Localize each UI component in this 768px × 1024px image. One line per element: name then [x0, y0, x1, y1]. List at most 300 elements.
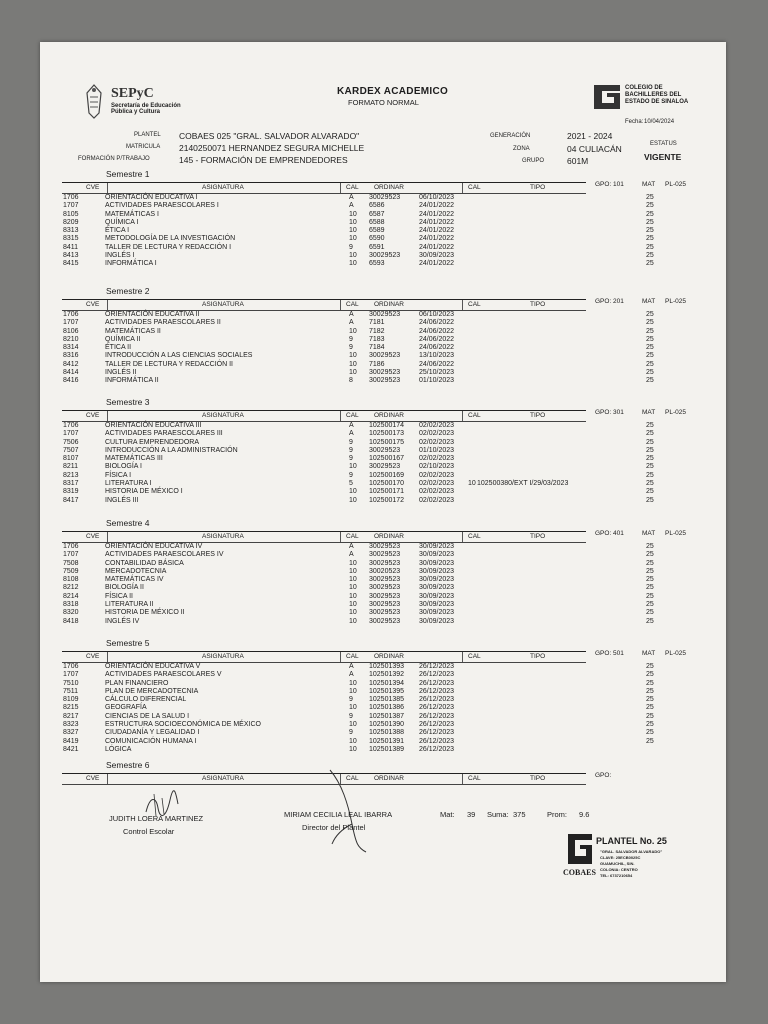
course-mat-value: 25: [646, 617, 654, 625]
course-mat-value: 25: [646, 344, 654, 352]
course-code: 8211: [63, 463, 79, 471]
stamp-line-3: GUAMUCHIL, SIN.: [600, 861, 635, 866]
course-code: 7508: [63, 559, 79, 567]
course-mat-value: 25: [646, 463, 654, 471]
suma-label: Suma:: [487, 810, 509, 819]
course-grade: 10: [349, 327, 357, 335]
course-code: 7506: [63, 438, 79, 446]
course-date: 02/02/2023: [419, 422, 455, 429]
course-mat-value: 25: [646, 663, 654, 670]
course-name: CONTABILIDAD BÁSICA: [105, 559, 184, 567]
table-divider: [462, 300, 463, 310]
fecha-value: 10/04/2024: [644, 119, 675, 125]
table-row: [40, 219, 700, 227]
course-grade: A: [349, 202, 354, 210]
course-name: ORIENTACIÓN EDUCATIVA II: [105, 311, 200, 318]
course-grade: A: [349, 319, 354, 327]
course-grade: 5: [349, 480, 353, 488]
course-ordinary-folio: 102500173: [369, 430, 405, 438]
course-code: 8313: [63, 227, 79, 235]
table-divider: [107, 183, 108, 193]
course-grade: 10: [349, 601, 357, 609]
semester-plan: PL-025: [665, 530, 686, 537]
table-row: [40, 543, 700, 551]
course-code: 8415: [63, 260, 79, 268]
course-ordinary-folio: 6587: [369, 210, 385, 218]
semester-title: Semestre 5: [106, 638, 150, 648]
course-mat-value: 25: [646, 609, 654, 617]
table-divider: [462, 183, 463, 193]
course-name: ACTIVIDADES PARAESCOLARES II: [105, 319, 221, 327]
course-grade: 10: [349, 687, 357, 695]
course-code: 1706: [63, 311, 79, 318]
header-asignatura: ASIGNATURA: [202, 653, 244, 660]
header-cal2: CAL: [468, 533, 481, 540]
course-name: INGLÉS III: [105, 496, 139, 504]
course-date: 24/01/2022: [419, 243, 455, 251]
course-name: ÉTICA I: [105, 227, 130, 235]
table-divider: [340, 532, 341, 542]
header-tipo: TIPO: [530, 775, 546, 782]
course-grade: 10: [349, 679, 357, 687]
course-code: 8210: [63, 335, 79, 343]
stamp-line-1: "GRAL. SALVADOR ALVARADO": [600, 849, 663, 854]
semester-plan: PL-025: [665, 181, 686, 188]
course-name: ESTRUCTURA SOCIOECONÓMICA DE MÉXICO: [105, 721, 261, 729]
cobaes-logo-line3: ESTADO DE SINALOA: [625, 99, 689, 105]
semester-mat-header: MAT: [642, 650, 656, 657]
course-name: PLAN DE MERCADOTECNIA: [105, 687, 199, 695]
header-tipo: TIPO: [530, 653, 546, 660]
course-name: LITERATURA II: [105, 601, 154, 609]
course-code: 8414: [63, 369, 79, 377]
semester-group: GPO: 401: [595, 530, 624, 537]
course-code: 1706: [63, 194, 79, 201]
matricula-label: MATRICULA: [126, 144, 161, 150]
course-mat-value: 25: [646, 243, 654, 251]
course-ordinary-folio: 30029523: [369, 377, 401, 385]
course-date: 24/01/2022: [419, 227, 455, 235]
semester-group: GPO: 501: [595, 650, 624, 657]
table-divider: [107, 300, 108, 310]
table-row: [40, 680, 700, 688]
course-mat-value: 25: [646, 327, 654, 335]
course-date: 02/02/2023: [419, 496, 455, 504]
course-grade: 10: [349, 488, 357, 496]
course-date: 24/01/2022: [419, 235, 455, 243]
course-mat-value: 25: [646, 721, 654, 729]
course-ordinary-folio: 30020523: [369, 567, 401, 575]
header-cal: CAL: [346, 775, 359, 782]
semester-plan: PL-025: [665, 409, 686, 416]
course-grade: A: [349, 311, 354, 318]
course-grade: 10: [349, 567, 357, 575]
course-mat-value: 25: [646, 671, 654, 679]
zona-value: 04 CULIACÁN: [567, 144, 622, 154]
semester-rows: [40, 194, 700, 269]
course-date: 24/01/2022: [419, 202, 455, 210]
course-code: 8417: [63, 496, 79, 504]
table-row: [40, 430, 700, 438]
course-code: 8315: [63, 235, 79, 243]
cobaes-logo-line2: BACHILLERES DEL: [625, 92, 682, 98]
course-date: 02/02/2023: [419, 471, 455, 479]
course-date: 06/10/2023: [419, 194, 455, 201]
semester-table-header: [62, 182, 586, 194]
course-date: 02/02/2023: [419, 438, 455, 446]
course-grade: 10: [349, 617, 357, 625]
course-date: 24/01/2022: [419, 218, 455, 226]
semester-mat-header: MAT: [642, 298, 656, 305]
course-grade: 10: [349, 745, 357, 753]
course-grade: 10: [349, 210, 357, 218]
signature-control-escolar-name: JUDITH LOERA MARTINEZ: [109, 814, 204, 823]
prom-label: Prom:: [547, 810, 568, 819]
course-date: 26/12/2023: [419, 729, 455, 737]
course-name: HISTORIA DE MÉXICO II: [105, 609, 185, 617]
course-grade: A: [349, 422, 354, 429]
header-cve: CVE: [86, 533, 100, 540]
course-grade: 9: [349, 243, 353, 251]
header-ordinar: ORDINAR: [374, 184, 404, 191]
course-name: TALLER DE LECTURA Y REDACCIÓN II: [105, 360, 233, 368]
course-code: 8320: [63, 609, 79, 617]
course-name: METODOLOGÍA DE LA INVESTIGACIÓN: [105, 235, 236, 243]
course-grade: 9: [349, 471, 353, 479]
course-mat-value: 25: [646, 496, 654, 504]
course-grade: A: [349, 671, 354, 679]
course-mat-value: 25: [646, 704, 654, 712]
course-date: 30/09/2023: [419, 543, 455, 550]
semester-title: Semestre 3: [106, 397, 150, 407]
course-name: INTRODUCCIÓN A LA ADMINISTRACIÓN: [105, 446, 238, 454]
course-mat-value: 25: [646, 210, 654, 218]
course-name: INFORMÁTICA I: [105, 260, 157, 268]
table-row: [40, 497, 700, 505]
course-date: 30/09/2023: [419, 252, 455, 260]
course-grade: 9: [349, 455, 353, 463]
course-mat-value: 25: [646, 202, 654, 210]
course-mat-value: 25: [646, 319, 654, 327]
semester-title: Semestre 6: [106, 760, 150, 770]
course-ordinary-folio: 102501387: [369, 712, 405, 720]
table-row: [40, 328, 700, 336]
course-ordinary-folio: 6590: [369, 235, 385, 243]
course-date: 24/01/2022: [419, 260, 455, 268]
course-code: 1707: [63, 202, 79, 210]
plantel-value: COBAES 025 "GRAL. SALVADOR ALVARADO": [179, 131, 360, 141]
course-code: 1707: [63, 319, 79, 327]
course-date: 02/02/2023: [419, 488, 455, 496]
course-name: MATEMÁTICAS I: [105, 210, 159, 218]
course-date: 30/09/2023: [419, 584, 455, 592]
table-row: [40, 618, 700, 626]
signature-miriam-icon: [322, 764, 372, 854]
suma-value: 375: [513, 810, 526, 819]
header-cal: CAL: [346, 184, 359, 191]
course-date: 01/10/2023: [419, 377, 455, 385]
course-ordinary-folio: 102500170: [369, 480, 405, 488]
signature-director-role: Director del Plantel: [302, 823, 366, 832]
header-cve: CVE: [86, 412, 100, 419]
course-grade: 10: [349, 737, 357, 745]
semester-mat-header: MAT: [642, 181, 656, 188]
semester-rows: [40, 422, 700, 505]
stamp-line-5: TEL: 6737210654: [600, 873, 633, 878]
table-row: [40, 584, 700, 592]
course-grade: 10: [349, 559, 357, 567]
course-name: CÁLCULO DIFERENCIAL: [105, 696, 187, 704]
course-grade: 10: [349, 369, 357, 377]
course-mat-value: 25: [646, 471, 654, 479]
course-date: 24/06/2022: [419, 344, 455, 352]
semester-title: Semestre 1: [106, 169, 150, 179]
course-code: 8106: [63, 327, 79, 335]
course-mat-value: 25: [646, 352, 654, 360]
course-mat-value: 25: [646, 712, 654, 720]
course-date: 30/09/2023: [419, 609, 455, 617]
header-tipo: TIPO: [530, 184, 546, 191]
course-mat-value: 25: [646, 567, 654, 575]
signature-control-escolar-role: Control Escolar: [123, 827, 175, 836]
course-code: 8316: [63, 352, 79, 360]
course-mat-value: 25: [646, 377, 654, 385]
course-mat-value: 25: [646, 543, 654, 550]
course-date: 24/01/2022: [419, 210, 455, 218]
document-title: KARDEX ACADEMICO: [337, 86, 449, 97]
course-date: 26/12/2023: [419, 721, 455, 729]
course-code: 7507: [63, 446, 79, 454]
course-grade: 10: [349, 592, 357, 600]
course-mat-value: 25: [646, 576, 654, 584]
course-mat-value: 25: [646, 252, 654, 260]
course-ordinary-folio: 102501388: [369, 729, 405, 737]
course-name: ORIENTACIÓN EDUCATIVA III: [105, 422, 202, 429]
semester-rows: [40, 543, 700, 626]
mat-label: Mat:: [440, 810, 455, 819]
cobaes-logo-line1: COLEGIO DE: [625, 85, 663, 91]
course-name: ACTIVIDADES PARAESCOLARES I: [105, 202, 219, 210]
course-code: 8209: [63, 218, 79, 226]
course-name: PLAN FINANCIERO: [105, 679, 169, 687]
course-name: GEOGRAFÍA: [105, 704, 147, 712]
zona-label: ZONA: [513, 146, 530, 152]
course-grade: 10: [349, 704, 357, 712]
table-divider: [462, 411, 463, 421]
table-row: [40, 319, 700, 327]
table-row: [40, 422, 700, 430]
signature-director-name: MIRIAM CECILIA LEAL IBARRA: [284, 810, 393, 819]
generacion-value: 2021 - 2024: [567, 131, 613, 141]
table-row: [40, 713, 700, 721]
course-code: 8413: [63, 252, 79, 260]
course-date: 30/09/2023: [419, 592, 455, 600]
header-cve: CVE: [86, 301, 100, 308]
course-grade: 10: [349, 218, 357, 226]
table-row: [40, 211, 700, 219]
course-ordinary-folio: 30029523: [369, 543, 401, 550]
course-ordinary-folio: 6588: [369, 218, 385, 226]
stamp-cobaes-text: COBAES: [563, 868, 596, 877]
course-ordinary-folio: 6591: [369, 243, 385, 251]
course-mat-value: 25: [646, 696, 654, 704]
course-ordinary-folio: 30029523: [369, 551, 401, 559]
course-code: 8107: [63, 455, 79, 463]
course-code: 8314: [63, 344, 79, 352]
course-mat-value: 25: [646, 584, 654, 592]
kardex-document: [40, 42, 726, 982]
course-name: ACTIVIDADES PARAESCOLARES V: [105, 671, 222, 679]
course-grade: 10: [349, 252, 357, 260]
table-row: [40, 488, 700, 496]
course-name: FÍSICA I: [105, 471, 132, 479]
course-mat-value: 25: [646, 369, 654, 377]
grupo-value: 601M: [567, 156, 589, 166]
course-date: 30/09/2023: [419, 567, 455, 575]
course-code: 1706: [63, 543, 79, 550]
course-ordinary-folio: 102500167: [369, 455, 405, 463]
course-ordinary-folio: 102500172: [369, 496, 405, 504]
course-name: BIOLOGÍA II: [105, 584, 144, 592]
semester-rows: [40, 311, 700, 386]
semester-group: GPO:: [595, 772, 612, 779]
header-cal2: CAL: [468, 775, 481, 782]
course-mat-value: 25: [646, 218, 654, 226]
table-divider: [107, 652, 108, 662]
course-date: 30/09/2023: [419, 551, 455, 559]
course-name: ORIENTACIÓN EDUCATIVA V: [105, 663, 201, 670]
course-ordinary-folio: 102501390: [369, 721, 405, 729]
course-mat-value: 25: [646, 601, 654, 609]
table-row: [40, 235, 700, 243]
table-row: [40, 194, 700, 202]
table-row: [40, 260, 700, 268]
course-ordinary-folio: 30029523: [369, 311, 401, 318]
table-row: [40, 568, 700, 576]
course-name: MERCADOTECNIA: [105, 567, 167, 575]
course-grade: A: [349, 430, 354, 438]
course-grade: 10: [349, 360, 357, 368]
semester-plan: PL-025: [665, 650, 686, 657]
course-mat-value: 25: [646, 687, 654, 695]
semester-group: GPO: 101: [595, 181, 624, 188]
semester-table-header: [62, 410, 586, 422]
course-code: 8323: [63, 721, 79, 729]
course-date: 24/06/2022: [419, 335, 455, 343]
course-code: 7510: [63, 679, 79, 687]
course-name: CIUDADANÍA Y LEGALIDAD I: [105, 729, 200, 737]
course-ordinary-folio: 102500174: [369, 422, 405, 429]
course-type: 102500380/EXT I/29/03/2023: [477, 480, 569, 488]
course-ordinary-folio: 30029523: [369, 252, 401, 260]
course-date: 26/12/2023: [419, 745, 455, 753]
header-cal: CAL: [346, 301, 359, 308]
header-asignatura: ASIGNATURA: [202, 533, 244, 540]
sep-logo-subtitle: Secretaría de Educación: [111, 103, 181, 109]
semester-title: Semestre 2: [106, 286, 150, 296]
header-cve: CVE: [86, 653, 100, 660]
course-name: ORIENTACIÓN EDUCATIVA I: [105, 194, 198, 201]
sep-logo-text: SEPyC: [111, 86, 154, 101]
course-grade: A: [349, 194, 354, 201]
table-row: [40, 244, 700, 252]
table-divider: [107, 411, 108, 421]
course-date: 24/06/2022: [419, 319, 455, 327]
course-mat-value: 25: [646, 446, 654, 454]
semester-table-header: [62, 531, 586, 543]
course-ordinary-folio: 30029523: [369, 352, 401, 360]
course-ordinary-folio: 102501393: [369, 663, 405, 670]
course-grade: 10: [349, 352, 357, 360]
course-date: 24/06/2022: [419, 327, 455, 335]
course-grade: 10: [349, 235, 357, 243]
course-code: 8317: [63, 480, 79, 488]
course-grade: 9: [349, 438, 353, 446]
course-code: 8411: [63, 243, 79, 251]
table-row: [40, 729, 700, 737]
header-asignatura: ASIGNATURA: [202, 412, 244, 419]
course-mat-value: 25: [646, 455, 654, 463]
header-ordinar: ORDINAR: [374, 533, 404, 540]
estatus-value: VIGENTE: [644, 152, 682, 162]
course-ordinary-folio: 7181: [369, 319, 385, 327]
course-date: 30/09/2023: [419, 617, 455, 625]
table-divider: [462, 774, 463, 784]
course-mat-value: 25: [646, 360, 654, 368]
course-date: 26/12/2023: [419, 671, 455, 679]
course-ordinary-folio: 7182: [369, 327, 385, 335]
header-asignatura: ASIGNATURA: [202, 184, 244, 191]
course-date: 26/12/2023: [419, 679, 455, 687]
header-cve: CVE: [86, 184, 100, 191]
table-row: [40, 560, 700, 568]
course-grade: 10: [349, 260, 357, 268]
semester-title: Semestre 4: [106, 518, 150, 528]
course-grade: 9: [349, 344, 353, 352]
course-grade: 10: [349, 496, 357, 504]
table-row: [40, 688, 700, 696]
table-row: [40, 311, 700, 319]
header-cal2: CAL: [468, 184, 481, 191]
course-ordinary-folio: 102501385: [369, 696, 405, 704]
header-cve: CVE: [86, 775, 100, 782]
course-ordinary-folio: 102501394: [369, 679, 405, 687]
course-ordinary-folio: 102501391: [369, 737, 405, 745]
stamp-line-2: CLAVE: 25ECB0025C: [600, 855, 641, 860]
course-code: 8109: [63, 696, 79, 704]
table-divider: [107, 532, 108, 542]
course-name: CULTURA EMPRENDEDORA: [105, 438, 199, 446]
course-ordinary-folio: 102501392: [369, 671, 405, 679]
course-name: INGLÉS II: [105, 369, 137, 377]
course-code: 7511: [63, 687, 79, 695]
course-grade: 10: [349, 227, 357, 235]
semester-plan: PL-025: [665, 298, 686, 305]
course-code: 8319: [63, 488, 79, 496]
table-divider: [340, 183, 341, 193]
course-ordinary-folio: 102500169: [369, 471, 405, 479]
course-name: QUÍMICA I: [105, 218, 139, 226]
header-ordinar: ORDINAR: [374, 412, 404, 419]
table-divider: [462, 532, 463, 542]
mat-value: 39: [467, 810, 476, 819]
course-grade: 9: [349, 712, 353, 720]
header-tipo: TIPO: [530, 412, 546, 419]
course-code: 8318: [63, 601, 79, 609]
table-row: [40, 663, 700, 671]
course-code: 8105: [63, 210, 79, 218]
table-row: [40, 593, 700, 601]
